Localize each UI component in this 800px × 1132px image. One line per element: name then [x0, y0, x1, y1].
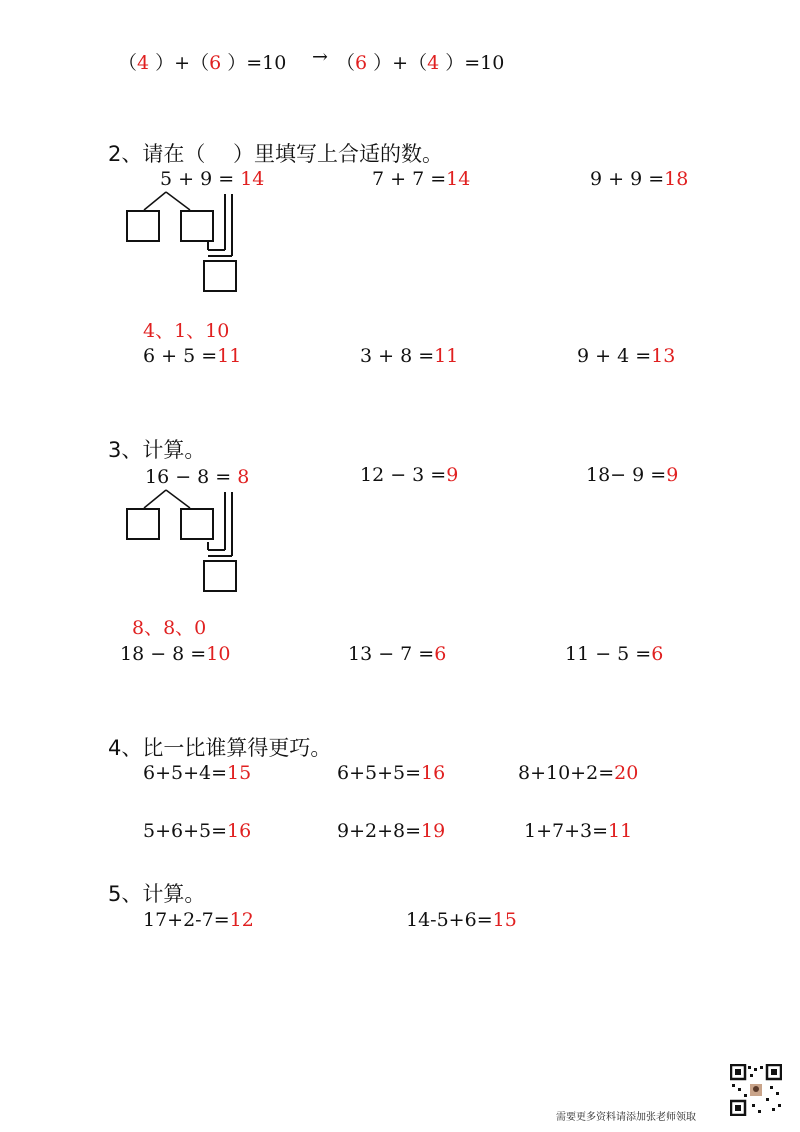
section-5-title: 5、计算。: [108, 882, 206, 906]
equation-expression: 7 + 7 =: [372, 168, 447, 190]
equation-expression: 3 + 8 =: [360, 345, 435, 367]
intro-answer-2: 6: [209, 52, 222, 74]
section-4-title: 4、比一比谁算得更巧。: [108, 736, 332, 760]
section-3-title: 3、计算。: [108, 438, 206, 462]
intro-answer-1: 4: [137, 52, 150, 74]
paren-open: （: [118, 52, 138, 74]
equation-expression: 9 + 9 =: [590, 168, 665, 190]
s4-eq-6: [524, 820, 632, 842]
equation-expression: 5+6+5=: [143, 820, 228, 842]
intro-answer-4: 4: [427, 52, 440, 74]
equation-answer: 6: [434, 643, 447, 665]
equation-answer: 12: [229, 909, 254, 931]
s4-eq-4: [143, 820, 251, 842]
equation-answer: 13: [651, 345, 676, 367]
equation-answer: 14: [446, 168, 471, 190]
equation-answer: 9: [666, 464, 679, 486]
s4-eq-1: [143, 762, 251, 784]
equation-expression: 17+2-7=: [143, 909, 230, 931]
s3-eq-6: [565, 643, 663, 665]
equation-answer: 15: [492, 909, 517, 931]
s2-eq-5: [360, 345, 458, 367]
s2-decomposition-answer: 4、1、10: [143, 320, 230, 342]
s5-eq-2: [406, 909, 517, 931]
equation-answer: 11: [217, 345, 242, 367]
equation-expression: 6+5+4=: [143, 762, 228, 784]
s3-eq-2: [360, 464, 458, 486]
equation-expression: 8+10+2=: [518, 762, 615, 784]
s2-eq-4: [143, 345, 241, 367]
s4-eq-3: [518, 762, 638, 784]
equation-answer: 16: [227, 820, 252, 842]
equation-expression: 18− 9 =: [586, 464, 667, 486]
s4-eq-5: [337, 820, 445, 842]
equation-answer: 14: [240, 168, 265, 190]
s2-eq-3: [590, 168, 688, 190]
s3-eq-1: [145, 466, 249, 488]
s3-eq-3: [586, 464, 678, 486]
equation-answer: 18: [664, 168, 689, 190]
equation-answer: 9: [446, 464, 459, 486]
answer-box[interactable]: [203, 560, 237, 592]
s2-eq-1: [160, 168, 264, 190]
s4-eq-2: [337, 762, 445, 784]
intro-equation-swapped: （6 ）+（4 ）=10: [336, 52, 505, 74]
s2-eq-2: [372, 168, 470, 190]
equation-answer: 19: [421, 820, 446, 842]
equation-answer: 11: [608, 820, 633, 842]
intro-rhs-2: 10: [480, 52, 505, 74]
equation-answer: 10: [206, 643, 231, 665]
paren-close: ）+（: [149, 52, 210, 74]
equation-expression: 1+7+3=: [524, 820, 609, 842]
equation-answer: 11: [434, 345, 459, 367]
answer-box[interactable]: [180, 210, 214, 242]
equation-expression: 16 − 8 =: [145, 466, 232, 488]
intro-equation: （4 ）+（6 ）=10: [118, 52, 287, 74]
equation-expression: 13 − 7 =: [348, 643, 435, 665]
equation-expression: 12 − 3 =: [360, 464, 447, 486]
arrow-icon: →: [312, 46, 328, 68]
s2-eq-6: [577, 345, 675, 367]
equation-expression: 14-5+6=: [406, 909, 493, 931]
intro-rhs: 10: [262, 52, 287, 74]
equation-expression: 11 − 5 =: [565, 643, 652, 665]
equation-expression: 9+2+8=: [337, 820, 422, 842]
equation-expression: 18 − 8 =: [120, 643, 207, 665]
equation-expression: 5 + 9 =: [160, 168, 235, 190]
answer-box[interactable]: [126, 508, 160, 540]
equation-expression: 6 + 5 =: [143, 345, 218, 367]
answer-box[interactable]: [203, 260, 237, 292]
s3-eq-4: [120, 643, 230, 665]
equation-answer: 8: [237, 466, 250, 488]
s3-decomposition-answer: 8、8、0: [132, 617, 207, 639]
equation-answer: 6: [651, 643, 664, 665]
equation-expression: 6+5+5=: [337, 762, 422, 784]
s3-eq-5: [348, 643, 446, 665]
answer-box[interactable]: [180, 508, 214, 540]
intro-answer-3: 6: [355, 52, 368, 74]
section-2-title: 2、请在（ ）里填写上合适的数。: [108, 142, 444, 166]
equation-answer: 16: [421, 762, 446, 784]
equation-answer: 20: [614, 762, 639, 784]
equation-expression: 9 + 4 =: [577, 345, 652, 367]
s5-eq-1: [143, 909, 254, 931]
qr-code-icon: [730, 1064, 782, 1116]
footer-text: 需要更多资料请添加张老师领取: [556, 1112, 696, 1123]
answer-box[interactable]: [126, 210, 160, 242]
equation-answer: 15: [227, 762, 252, 784]
